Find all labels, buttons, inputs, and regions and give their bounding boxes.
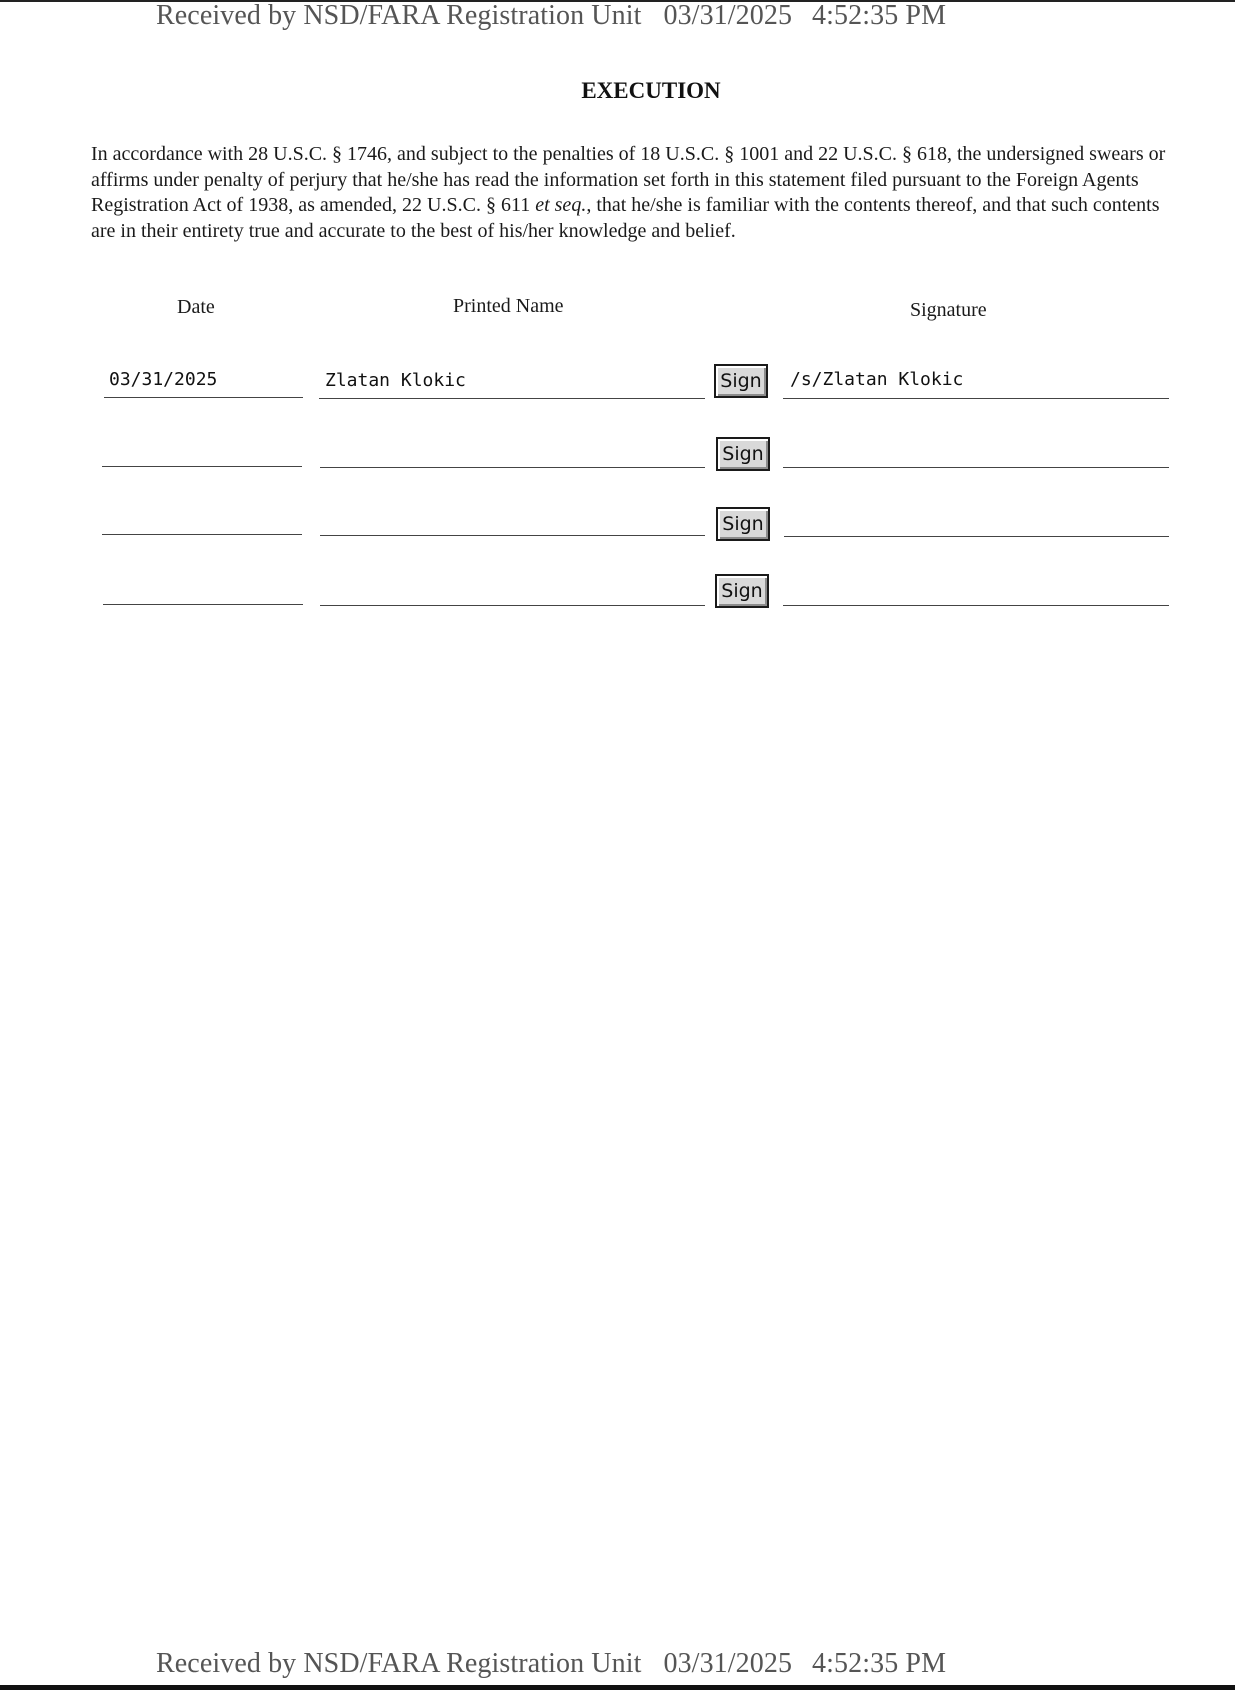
statement-line [91, 193, 1235, 219]
printed-name-field[interactable] [320, 605, 705, 606]
date-field[interactable] [103, 604, 303, 605]
sign-button[interactable]: Sign [715, 574, 769, 608]
signature-field[interactable] [783, 398, 1169, 399]
stamp-time: 4:52:35 PM [812, 0, 947, 31]
printed-name-field[interactable] [319, 398, 705, 399]
page-title: EXECUTION [581, 78, 721, 103]
date-field[interactable] [102, 534, 302, 535]
bottom-border [0, 1685, 1235, 1690]
signature-field[interactable] [784, 536, 1169, 537]
statement-line: In accordance with 28 U.S.C. § 1746, and subject to the penalties of 18 U.S.C. § 1001 and 22 U.S.C. § 618, the undersigned swears or [91, 143, 1166, 165]
signature-field-value: /s/Zlatan Klokic [790, 369, 964, 390]
statement-text: , that he/she is familiar with the contents thereof, and that such contents [586, 194, 1160, 216]
printed-name-field[interactable] [320, 467, 705, 468]
stamp-text: Received by NSD/FARA Registration Unit [156, 1648, 642, 1679]
execution-statement [91, 142, 1235, 244]
printed-name-field[interactable] [320, 535, 705, 536]
sign-button[interactable]: Sign [716, 437, 770, 471]
date-field[interactable] [102, 466, 302, 467]
statement-line: affirms under penalty of perjury that he/she has read the information set forth in this statement filed pursuant to the Foreign Agents [91, 168, 1139, 191]
signature-field[interactable] [783, 605, 1169, 606]
statement-text: Registration Act of 1938, as amended, 22 U.S.C. § 611 [91, 194, 536, 216]
printed-name-column-header: Printed Name [453, 295, 564, 317]
signature-field[interactable] [783, 467, 1169, 468]
stamp-date: 03/31/2025 [663, 0, 793, 31]
signature-column-header: Signature [910, 299, 987, 321]
sign-button[interactable]: Sign [714, 364, 768, 398]
statement-line: are in their entirety true and accurate to the best of his/her knowledge and belief. [91, 219, 736, 242]
received-stamp-bottom [156, 1648, 946, 1680]
date-field-value: 03/31/2025 [109, 369, 218, 390]
stamp-date: 03/31/2025 [663, 1648, 793, 1679]
printed-name-field-value: Zlatan Klokic [325, 370, 466, 391]
stamp-text: Received by NSD/FARA Registration Unit [156, 0, 642, 31]
received-stamp-top [156, 0, 946, 32]
statement-italic: et seq. [535, 194, 587, 216]
date-field[interactable] [104, 397, 303, 398]
sign-button[interactable]: Sign [716, 507, 770, 541]
date-column-header: Date [177, 296, 215, 318]
stamp-time: 4:52:35 PM [812, 1648, 947, 1679]
